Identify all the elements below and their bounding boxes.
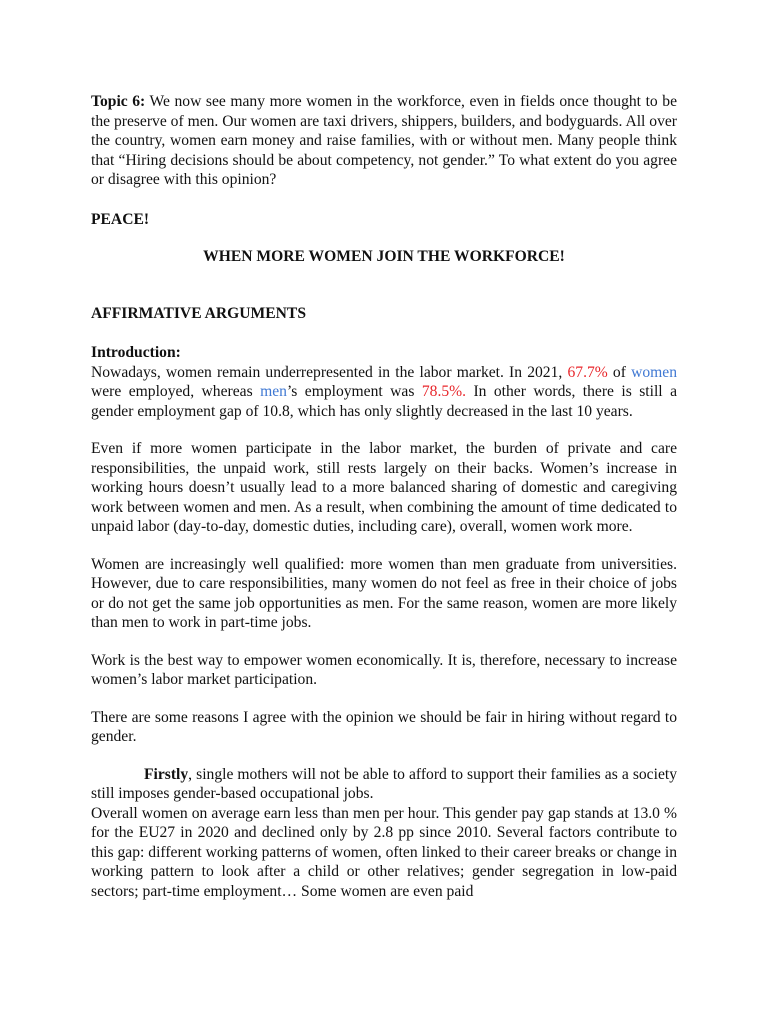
unpaid-work-paragraph: Even if more women participate in the labor market, the burden of private and care responsibilities, the unpaid work, still rests largely on their backs. Women’s increase in working hours doesn’t usually lead to a more balanced sharing of domestic and caregiving work between women and men. As a result, when combining the amount of time dedicated to unpaid labor (day-to-day, domestic duties, including care), overall, women work more. [91,440,677,535]
intro-text-1: Nowadays, women remain underrepresented in the labor market. In 2021, [91,363,568,381]
topic-paragraph [91,92,677,190]
intro-text-4: ’s employment was [286,383,422,400]
pay-gap-paragraph: Overall women on average earn less than men per hour. This gender pay gap stands at 13.0 % for the EU27 in 2020 and declined only by 2.8 pp since 2010. Several factors contribute to this gap: different working patterns of women, often linked to their career breaks or change in working pattern to look after a child or other relatives; gender segregation in low-paid sectors; part-time employment… Some women are even paid [91,804,677,900]
women-employment-rate: 67.7% [567,363,608,381]
document-page [91,92,677,901]
main-title: WHEN MORE WOMEN JOIN THE WORKFORCE! [203,248,565,265]
men-word: men [260,383,287,400]
firstly-text: , single mothers will not be able to afford to support their families as a society still imposes gender-based occupational jobs. [91,765,677,802]
section-heading: AFFIRMATIVE ARGUMENTS [91,304,306,322]
peace-heading: PEACE! [91,210,150,228]
intro-text-3: were employed, whereas [91,383,261,400]
empowerment-paragraph: Work is the best way to empower women economically. It is, therefore, necessary to increase women’s labor market participation. [91,651,677,688]
intro-text-2: of [607,363,632,381]
introduction-heading: Introduction: [91,344,181,361]
men-employment-rate: 78.5%. [421,383,467,400]
reasons-paragraph: There are some reasons I agree with the opinion we should be fair in hiring without regard to gender. [91,708,677,745]
firstly-label: Firstly [144,765,189,783]
qualification-paragraph: Women are increasingly well qualified: more women than men graduate from universities. However, due to care responsibilities, many women do not feel as free in their choice of jobs or do not get the same job opportunities as men. For the same reason, women are more likely than men to work in part-time jobs. [91,555,677,631]
women-word: women [631,363,678,381]
topic-label: Topic 6: [91,93,146,110]
topic-text: We now see many more women in the workforce, even in fields once thought to be the preserve of men. Our women are taxi drivers, shippers, builders, and bodyguards. All over the country, women earn money and raise families, with or without men. Many people think that “Hiring decisions should be about competency, not gender.” To what extent do you agree or disagree with this opinion? [91,93,677,188]
firstly-paragraph [91,765,677,804]
intro-text-5: In other words, there is still a gender employment gap of 10.8, which has only slightly decreased in the last 10 years. [91,383,677,420]
introduction-paragraph [91,363,677,422]
